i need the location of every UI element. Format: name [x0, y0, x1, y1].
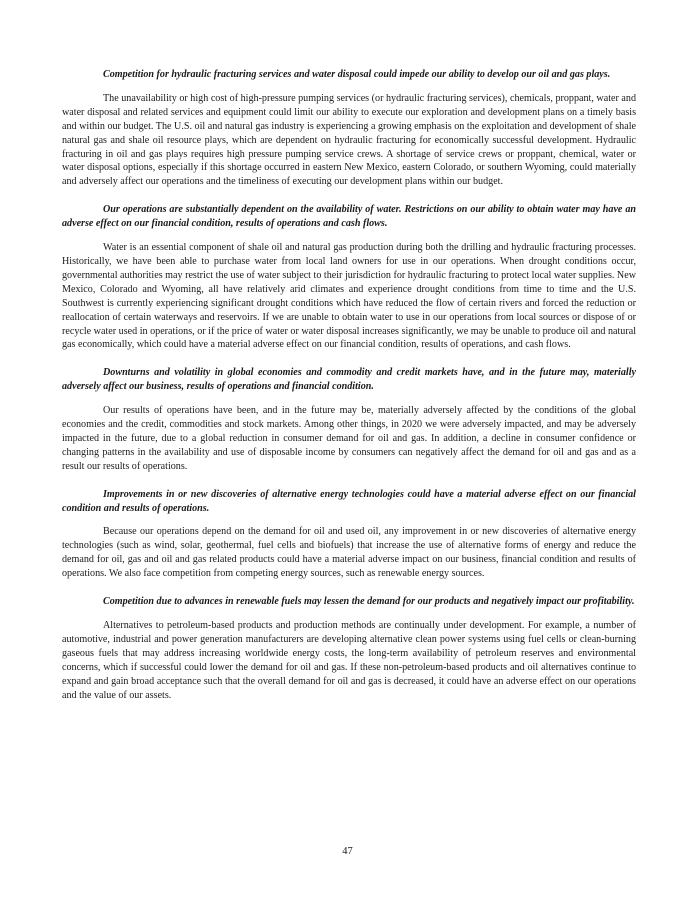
section-heading: Competition for hydraulic fracturing services and water disposal could impede our ability to develop our oil and gas plays. — [103, 69, 611, 80]
page-number: 47 — [342, 846, 353, 857]
section-heading: Competition due to advances in renewable fuels may lessen the demand for our products and negatively impact our profitability. — [103, 596, 635, 608]
risk-factor-section — [62, 488, 636, 581]
section-heading: Improvements in or new discoveries of alternative energy technologies could have a material adverse effect on our financial condition and results of operations. — [62, 488, 636, 514]
section-paragraph: Because our operations depend on the demand for oil and used oil, any improvement in or new discoveries of alternative energy technologies (such as wind, solar, geothermal, fuel cells and biofuels) that increase the use of alternative forms of energy and reduce the demand for oil, gas and oil and gas related products could have a material adverse impact on our business, financial condition and results of operations. We also face competition from competing energy sources, such as renewable energy sources. — [62, 526, 636, 580]
section-paragraph: Our results of operations have been, and in the future may be, materially adversely affected by the conditions of the global economies and the credit, commodities and stock markets. Among other things, in 2020 we were adversely impacted, and may be adversely impacted in the future, due to a global reduction in consumer demand for oil and gas. In addition, a decline in consumer confidence or changing patterns in the availability and use of disposable income by consumers can negatively affect the demand for oil and gas and as a result our results of operations. — [62, 405, 636, 472]
section-paragraph: Alternatives to petroleum-based products and production methods are continually under development. For example, a number of automotive, industrial and power generation manufacturers are developing alternative clean power systems using fuel cells or clean-burning gaseous fuels that may address increasing worldwide energy costs, the long-term availability of petroleum reserves and environmental concerns, which if successful could lower the demand for oil and gas. If these non-petroleum-based products and oil alternatives continue to expand and gain broad acceptance such that the overall demand for oil and gas is decreased, it could have an adverse effect on our operations and the value of our assets. — [62, 620, 636, 701]
risk-factor-section — [62, 595, 636, 702]
risk-factor-section — [62, 366, 636, 473]
section-paragraph: The unavailability or high cost of high-pressure pumping services (or hydraulic fracturing services), chemicals, proppant, water and water disposal and related services and equipment could limit our ability to execute our exploration and development plans on a timely basis and within our budget. The U.S. oil and natural gas industry is experiencing a growing emphasis on the exploitation and development of shale natural gas and shale oil resource plays, which are dependent on hydraulic fracturing for economically successful development. Hydraulic fracturing in oil and gas plays requires high pressure pumping service crews. A shortage of service crews or proppant, chemical, water or water disposal options, especially if this shortage occurred in eastern New Mexico, eastern Colorado, or southern Wyoming, could materially and adversely affect our operations and the timeliness of executing our development plans within our budget. — [62, 92, 636, 188]
section-heading: Downturns and volatility in global economies and commodity and credit markets have, and in the future may, materially adversely affect our business, results of operations and financial condition. — [62, 367, 636, 393]
document-page — [62, 68, 636, 716]
section-heading: Our operations are substantially dependent on the availability of water. Restrictions on our ability to obtain water may have an adverse effect on our financial condition, results of operations and cash flows. — [62, 204, 636, 230]
risk-factor-section — [62, 203, 636, 352]
section-paragraph: Water is an essential component of shale oil and natural gas production during both the drilling and hydraulic fracturing processes. Historically, we have been able to purchase water from local land owners for use in our operations. When drought conditions occur, governmental authorities may restrict the use of water subject to their jurisdiction for hydraulic fracturing to protect local water supplies. New Mexico, Colorado and Wyoming, all have relatively arid climates and experience drought conditions from time to time and the U.S. Southwest is currently experiencing significant drought conditions which have reduced the flow of certain rivers and forced the reduction or reallocation of certain waterways and reservoirs. If we are unable to obtain water to use in our operations from local sources or dispose of or recycle water used in operations, or if the price of water or water disposal increases significantly, we may be unable to produce oil and natural gas economically, which could have a material adverse effect on our financial condition, results of operations, and cash flows. — [62, 242, 636, 351]
risk-factor-section — [62, 68, 636, 189]
